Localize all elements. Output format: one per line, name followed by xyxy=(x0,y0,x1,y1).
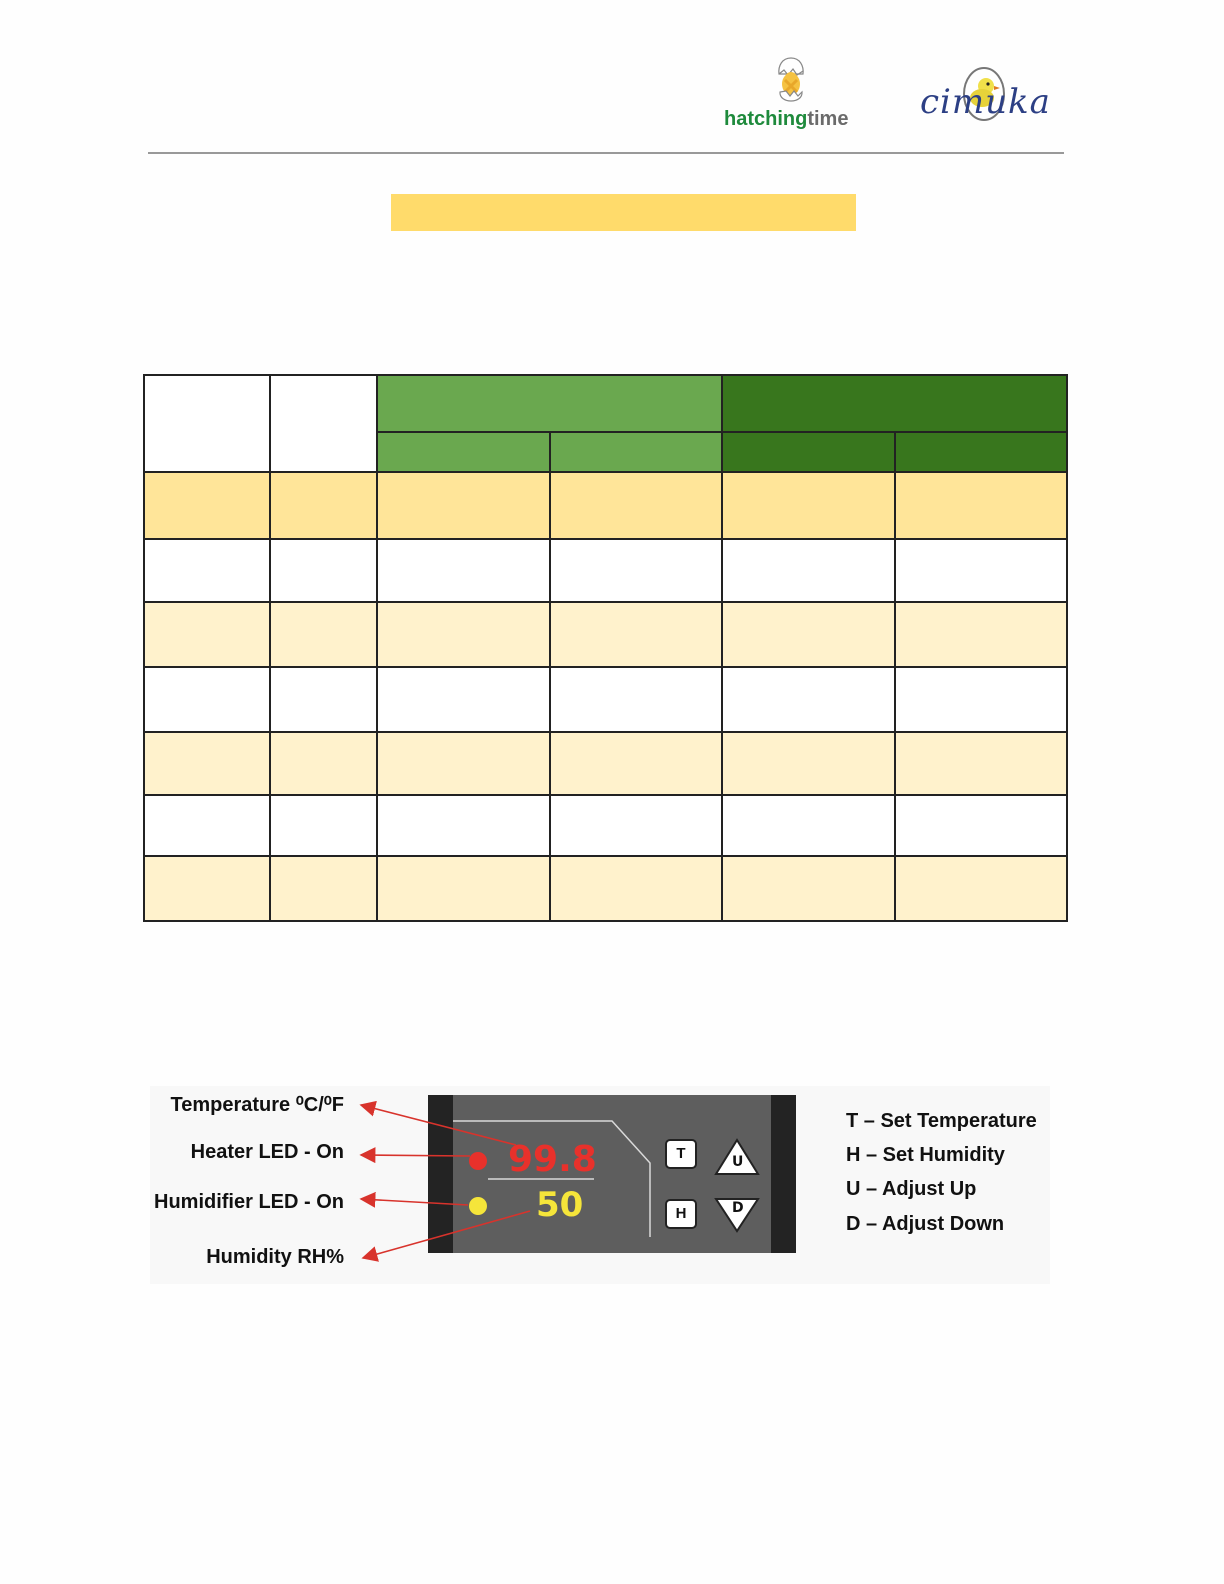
hatchingtime-wordmark: hatchingtime xyxy=(724,108,849,130)
legend-item: T – Set Temperature xyxy=(846,1110,1037,1132)
humidity-label: Humidity RH% xyxy=(206,1246,344,1268)
cimuka-wordmark: cimuka xyxy=(920,82,1051,122)
set-humidity-button[interactable]: H xyxy=(665,1199,697,1229)
adjust-down-label: D xyxy=(732,1200,744,1216)
temperature-label: Temperature ⁰C/⁰F xyxy=(170,1094,344,1116)
legend-item: U – Adjust Up xyxy=(846,1178,977,1200)
adjust-up-label: U xyxy=(732,1154,744,1170)
temperature-display: 99.8 xyxy=(508,1139,597,1180)
heater-led-label: Heater LED - On xyxy=(190,1141,344,1163)
legend-item: D – Adjust Down xyxy=(846,1213,1005,1235)
humidity-display: 50 xyxy=(536,1185,584,1225)
set-temperature-button[interactable]: T xyxy=(665,1139,697,1169)
legend-item: H – Set Humidity xyxy=(846,1144,1005,1166)
humidifier-led-label: Humidifier LED - On xyxy=(154,1191,344,1213)
